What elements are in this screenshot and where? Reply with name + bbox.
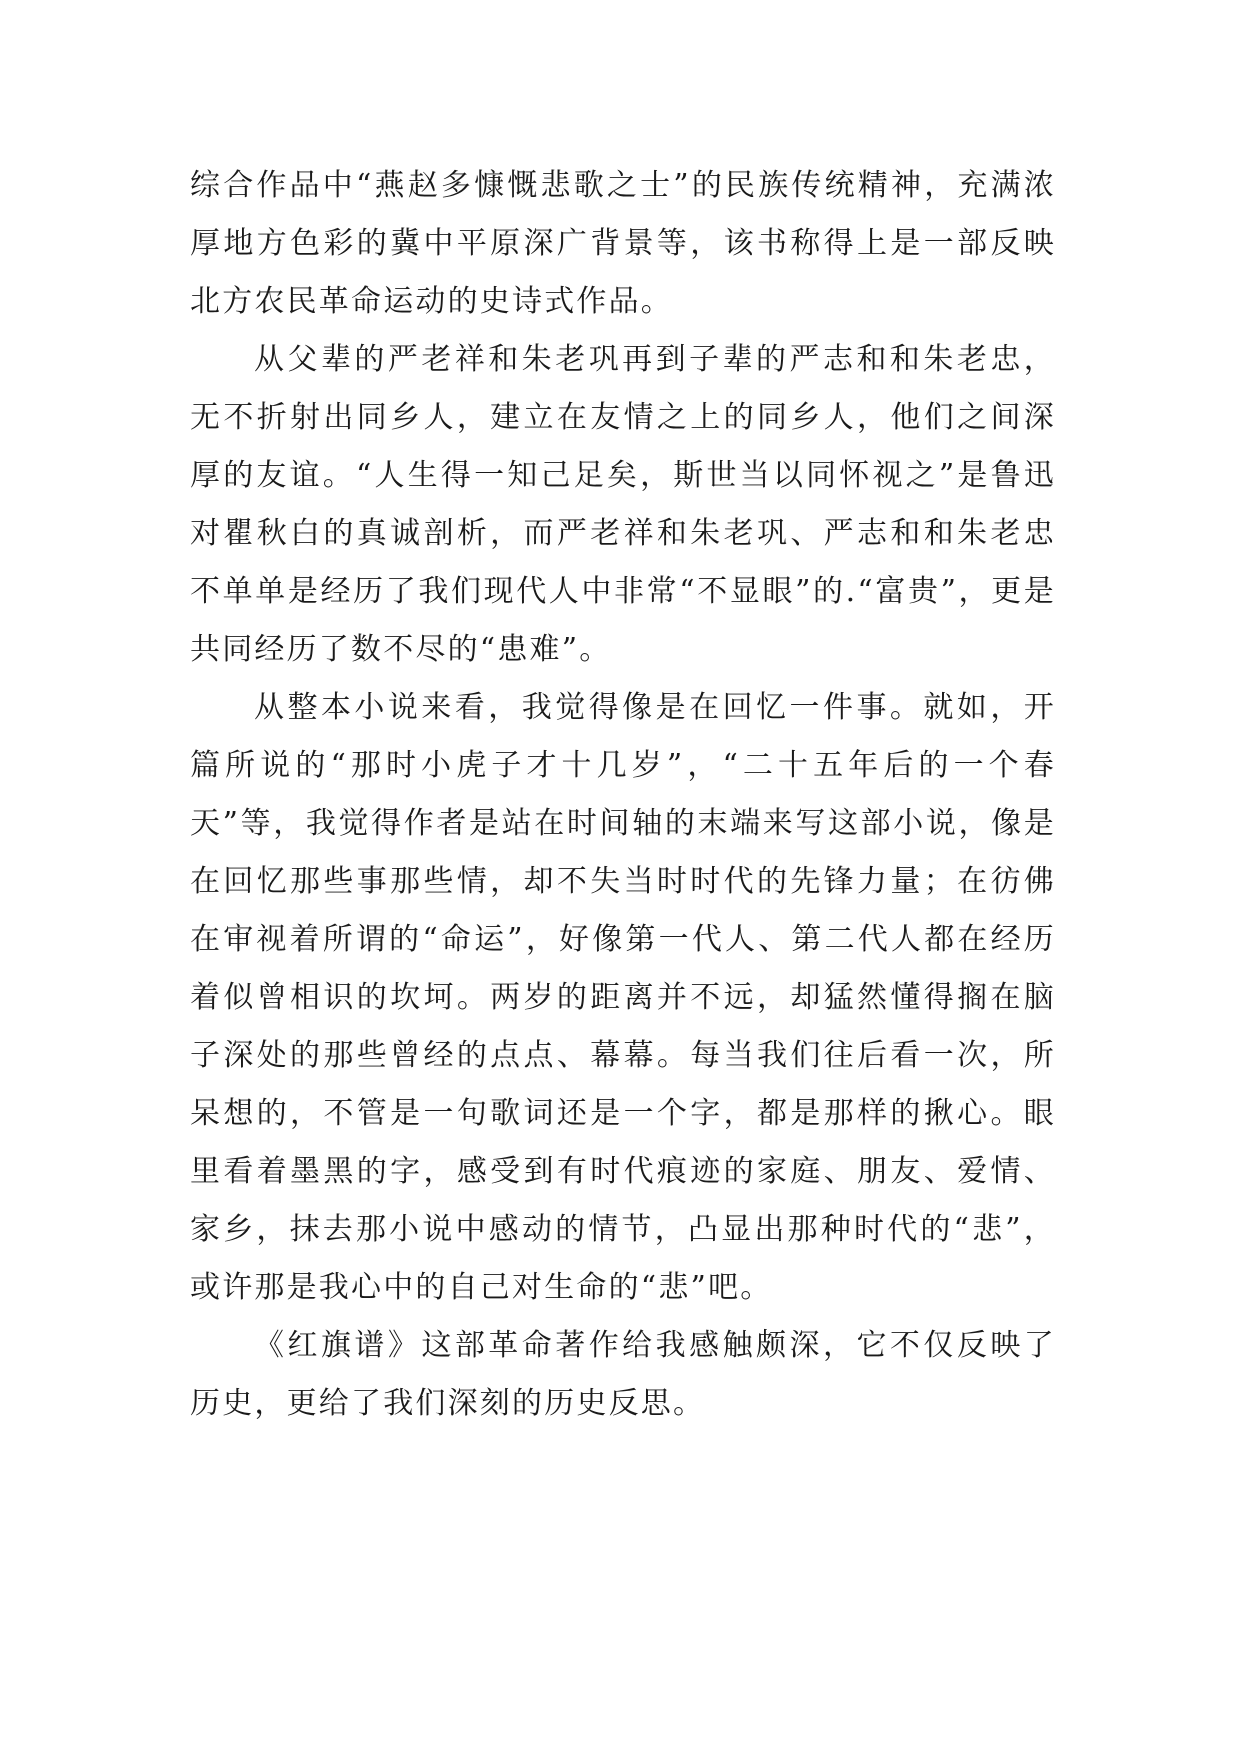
paragraph-conclusion: 《红旗谱》这部革命著作给我感触颇深，它不仅反映了历史，更给了我们深刻的历史反思。 — [190, 1328, 1056, 1421]
paragraph-continued: 综合作品中“燕赵多慷慨悲歌之士”的民族传统精神，充满浓厚地方色彩的冀中平原深广背景等，该书称得上是一部反映北方农民革命运动的史诗式作品。 — [190, 168, 1056, 319]
paragraph-friendship: 从父辈的严老祥和朱老巩再到子辈的严志和和朱老忠，无不折射出同乡人，建立在友情之上的同乡人，他们之间深厚的友谊。“人生得一知己足矣，斯世当以同怀视之”是鲁迅对瞿秋白的真诚剖析，而严老祥和朱老巩、严志和和朱老忠不单单是经历了我们现代人中非常“不显眼”的.“富贵”，更是共同经历了数不尽的“患难”。 — [190, 342, 1056, 667]
paragraph-memory: 从整本小说来看，我觉得像是在回忆一件事。就如，开篇所说的“那时小虎子才十几岁”，“二十五年后的一个春天”等，我觉得作者是站在时间轴的末端来写这部小说，像是在回忆那些事那些情，却不失当时时代的先锋力量；在彷佛在审视着所谓的“命运”，好像第一代人、第二代人都在经历着似曾相识的坎坷。两岁的距离并不远，却猛然懂得搁在脑子深处的那些曾经的点点、幕幕。每当我们往后看一次，所呆想的，不管是一句歌词还是一个字，都是那样的揪心。眼里看着墨黑的字，感受到有时代痕迹的家庭、朋友、爱情、家乡，抹去那小说中感动的情节，凸显出那种时代的“悲”，或许那是我心中的自己对生命的“悲”吧。 — [190, 690, 1056, 1305]
document-body — [190, 157, 1056, 1433]
